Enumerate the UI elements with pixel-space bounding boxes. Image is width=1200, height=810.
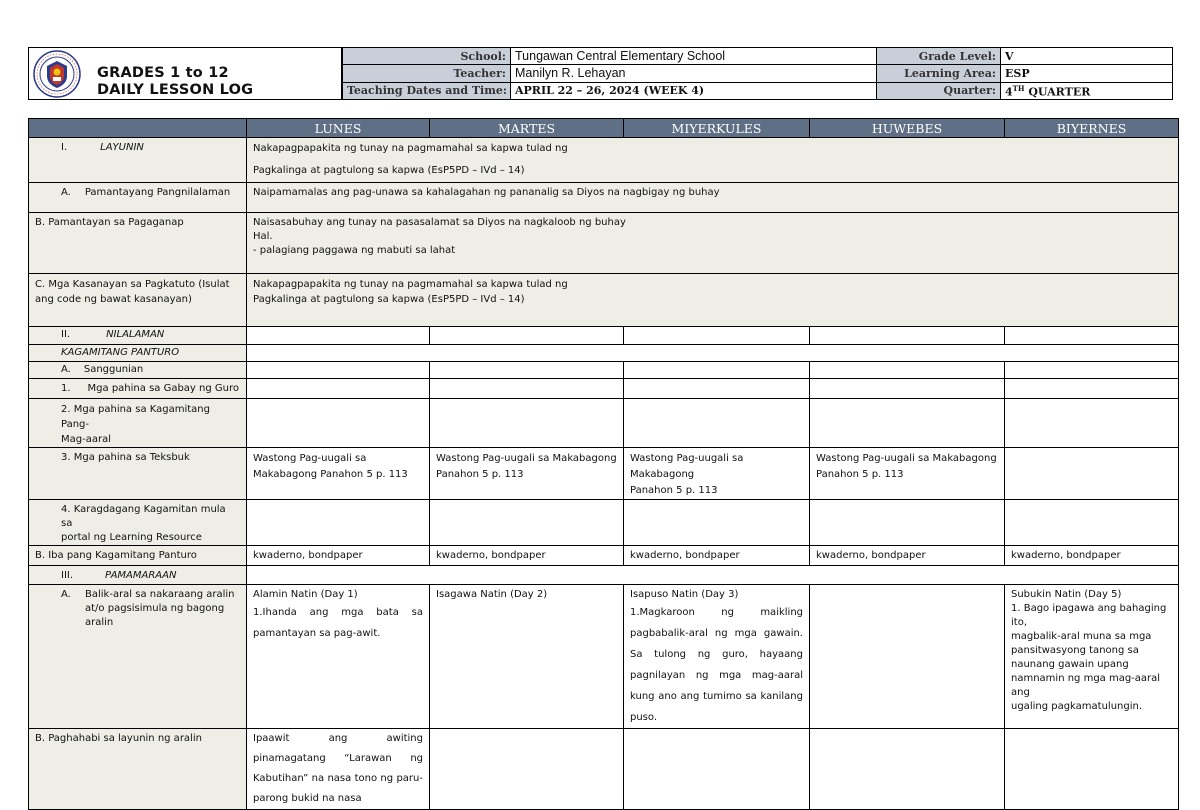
row-label [29, 566, 247, 585]
row-label [29, 399, 247, 448]
cell [624, 500, 810, 546]
activity-title: Subukin Natin (Day 5) [1011, 589, 1122, 600]
cell [810, 500, 1005, 546]
area-label: Learning Area: [877, 65, 1001, 82]
cell [247, 379, 430, 399]
cell [810, 327, 1005, 345]
section-title: NILALAMAN [106, 329, 165, 340]
cell-text: kwaderno, bondpaper [630, 550, 740, 561]
cell [624, 729, 810, 810]
cell [247, 362, 430, 379]
cell [624, 379, 810, 399]
teksbuk-cell-miyerkules [624, 448, 810, 500]
activity-text: 1. Bago ipagawa ang bahaging ito, magbalik-aral muna sa mga pansitwasyong tanong sa naunang gawain upang namnamin ng mga mag-aaral ang ugaling pagkamatulungin. [1011, 603, 1167, 712]
cell-text: Wastong Pag-uugali sa Makabagong Panahon 5 p. 113 [630, 453, 744, 496]
row-layunin [29, 138, 1179, 183]
row-label [29, 729, 247, 810]
row-kasanayan [29, 274, 1179, 327]
kasanayan-text: Nakapagpapakita ng tunay na pagmamahal sa kapwa tulad ng Pagkalinga at pagtulong sa kapwa (EsP5PD – IVd – 14) [253, 279, 568, 305]
cell [247, 399, 430, 448]
row-label [29, 183, 247, 213]
pangnilalaman-content [247, 183, 1179, 213]
grade-value: V [1001, 48, 1173, 65]
day-header-lunes: LUNES [247, 119, 430, 138]
row-label [29, 274, 247, 327]
layunin-text: Nakapagpapakita ng tunay na pagmamahal sa kapwa tulad ng Pagkalinga at pagtulong sa kapwa (EsP5PD – IVd – 14) [253, 143, 568, 176]
cell [810, 729, 1005, 810]
quarter-label: Quarter: [877, 82, 1001, 99]
row-label [29, 138, 247, 183]
kasanayan-content [247, 274, 1179, 327]
section-title: B. Paghahabi sa layunin ng aralin [35, 733, 202, 744]
school-label: School: [343, 48, 511, 65]
cell [1005, 362, 1179, 379]
paghahabi-cell-lunes [247, 729, 430, 810]
cell [810, 362, 1005, 379]
section-title: Mga pahina sa Gabay ng Guro [87, 383, 239, 394]
section-number: III. [61, 570, 74, 581]
teacher-value: Manilyn R. Lehayan [511, 65, 877, 82]
cell [624, 362, 810, 379]
balik-aral-cell-biyernes [1005, 585, 1179, 729]
row-label [29, 585, 247, 729]
cell [247, 566, 1179, 585]
row-nilalaman [29, 327, 1179, 345]
section-title: Sanggunian [83, 364, 144, 375]
row-gabay [29, 379, 1179, 399]
quarter-number: 4 [1005, 85, 1013, 99]
cell [624, 327, 810, 345]
activity-title: Isagawa Natin (Day 2) [436, 589, 548, 600]
row-label [29, 546, 247, 566]
quarter-value [1001, 82, 1173, 99]
row-label [29, 362, 247, 379]
dates-label: Teaching Dates and Time: [343, 82, 511, 99]
cell [430, 729, 624, 810]
header-info-table [342, 47, 1173, 100]
cell [1005, 327, 1179, 345]
iba-pang-cell-biyernes [1005, 546, 1179, 566]
lesson-log-table [28, 118, 1179, 810]
teksbuk-cell-biyernes [1005, 448, 1179, 500]
balik-aral-cell-lunes [247, 585, 430, 729]
row-sanggunian [29, 362, 1179, 379]
activity-text: 1.Magkaroon ng maikling pagbabalik-aral ng mga gawain. Sa tulong ng guro, hayaang pagnilayan ng mga mag-aaral kung ano ang tumimo sa kanilang puso. [630, 607, 803, 723]
balik-aral-cell-martes [430, 585, 624, 729]
section-title: LAYUNIN [100, 142, 144, 153]
balik-aral-label-group [29, 585, 246, 630]
iba-pang-cell-huwebes [810, 546, 1005, 566]
row-pang-mag-aaral [29, 399, 1179, 448]
row-kagamitan [29, 345, 1179, 362]
section-title: B. Iba pang Kagamitang Panturo [35, 550, 197, 561]
section-number: II. [61, 329, 71, 340]
pagganap-content [247, 213, 1179, 274]
day-header-row [29, 119, 1179, 138]
iba-pang-cell-martes [430, 546, 624, 566]
section-title: Balik-aral sa nakaraang aralin at/o pagsisimula ng bagong aralin [85, 589, 235, 628]
cell-text: kwaderno, bondpaper [253, 550, 363, 561]
row-label [29, 327, 247, 345]
cell [624, 399, 810, 448]
row-pangnilalaman [29, 183, 1179, 213]
cell [1005, 500, 1179, 546]
activity-text [810, 585, 1004, 588]
dates-value: APRIL 22 – 26, 2024 (WEEK 4) [511, 82, 877, 99]
row-label [29, 213, 247, 274]
quarter-word: QUARTER [1024, 85, 1091, 99]
balik-aral-cell-huwebes [810, 585, 1005, 729]
cell [430, 399, 624, 448]
pangnilalaman-text: Naipamamalas ang pag-unawa sa kahalagahan ng pananalig sa Diyos na nagbigay ng buhay [253, 187, 720, 198]
title-line-1: GRADES 1 to 12 [97, 65, 229, 81]
row-karagdagang [29, 500, 1179, 546]
row-balik-aral [29, 585, 1179, 729]
section-title: B. Pamantayan sa Pagaganap [35, 217, 184, 228]
cell-text: Wastong Pag-uugali sa Makabagong Panahon 5 p. 113 [816, 453, 997, 480]
title-block [28, 47, 342, 100]
school-value: Tungawan Central Elementary School [511, 48, 877, 65]
balik-aral-cell-miyerkules [624, 585, 810, 729]
grade-label: Grade Level: [877, 48, 1001, 65]
title-line-2: DAILY LESSON LOG [97, 82, 254, 98]
cell-text [1005, 448, 1178, 451]
cell [810, 379, 1005, 399]
row-pamamaraan [29, 566, 1179, 585]
cell [430, 500, 624, 546]
cell [247, 500, 430, 546]
teksbuk-cell-lunes [247, 448, 430, 500]
deped-seal-icon [33, 50, 81, 98]
iba-pang-cell-miyerkules [624, 546, 810, 566]
cell [1005, 399, 1179, 448]
cell-text: kwaderno, bondpaper [436, 550, 546, 561]
cell [1005, 729, 1179, 810]
section-number: A. [61, 364, 71, 375]
row-label [29, 500, 247, 546]
row-pagganap [29, 213, 1179, 274]
section-title: PAMAMARAAN [105, 570, 177, 581]
row-label [29, 448, 247, 500]
activity-title: Alamin Natin (Day 1) [253, 589, 358, 600]
cell [430, 327, 624, 345]
teksbuk-cell-martes [430, 448, 624, 500]
section-title: 2. Mga pahina sa Kagamitang Pang- Mag-aaral [61, 404, 210, 445]
day-header-biyernes: BIYERNES [1005, 119, 1179, 138]
cell [430, 362, 624, 379]
day-header-huwebes: HUWEBES [810, 119, 1005, 138]
section-title: 3. Mga pahina sa Teksbuk [61, 452, 190, 463]
section-number: I. [61, 142, 68, 153]
cell [247, 327, 430, 345]
day-header-miyerkules: MIYERKULES [624, 119, 810, 138]
row-label [29, 345, 247, 362]
layunin-content [247, 138, 1179, 183]
teacher-label: Teacher: [343, 65, 511, 82]
row-paghahabi [29, 729, 1179, 810]
activity-text: Ipaawit ang awiting pinamagatang “Larawan ng Kabutihan” na nasa tono ng paru-parong bukid na nasa [253, 733, 423, 804]
row-label [29, 379, 247, 399]
cell-text: kwaderno, bondpaper [816, 550, 926, 561]
cell [1005, 379, 1179, 399]
row-iba-pang [29, 546, 1179, 566]
section-number: 1. [61, 383, 71, 394]
cell-text: kwaderno, bondpaper [1011, 550, 1121, 561]
quarter-suffix: TH [1012, 83, 1025, 93]
cell [247, 345, 1179, 362]
pagganap-text: Naisasabuhay ang tunay na pasasalamat sa Diyos na nagkaloob ng buhay Hal. - palagiang paggawa ng mabuti sa lahat [253, 217, 626, 256]
corner-header [29, 119, 247, 138]
day-header-martes: MARTES [430, 119, 624, 138]
section-number: A. [61, 187, 71, 198]
row-teksbuk [29, 448, 1179, 500]
cell [810, 399, 1005, 448]
section-title: KAGAMITANG PANTURO [61, 347, 180, 358]
teksbuk-cell-huwebes [810, 448, 1005, 500]
section-title: Pamantayang Pangnilalaman [84, 187, 231, 198]
iba-pang-cell-lunes [247, 546, 430, 566]
cell-text: Wastong Pag-uugali sa Makabagong Panahon 5 p. 113 [253, 453, 408, 480]
activity-text: 1.Ihanda ang mga bata sa pamantayan sa pag-awit. [253, 607, 423, 639]
section-title: C. Mga Kasanayan sa Pagkatuto (Isulat ang code ng bawat kasanayan) [35, 279, 230, 305]
cell [430, 379, 624, 399]
area-value: ESP [1001, 65, 1173, 82]
cell-text: Wastong Pag-uugali sa Makabagong Panahon 5 p. 113 [436, 453, 617, 480]
section-number: A. [61, 589, 71, 600]
activity-title: Isapuso Natin (Day 3) [630, 589, 739, 600]
section-title: 4. Karagdagang Kagamitan mula sa portal ng Learning Resource [61, 504, 226, 543]
